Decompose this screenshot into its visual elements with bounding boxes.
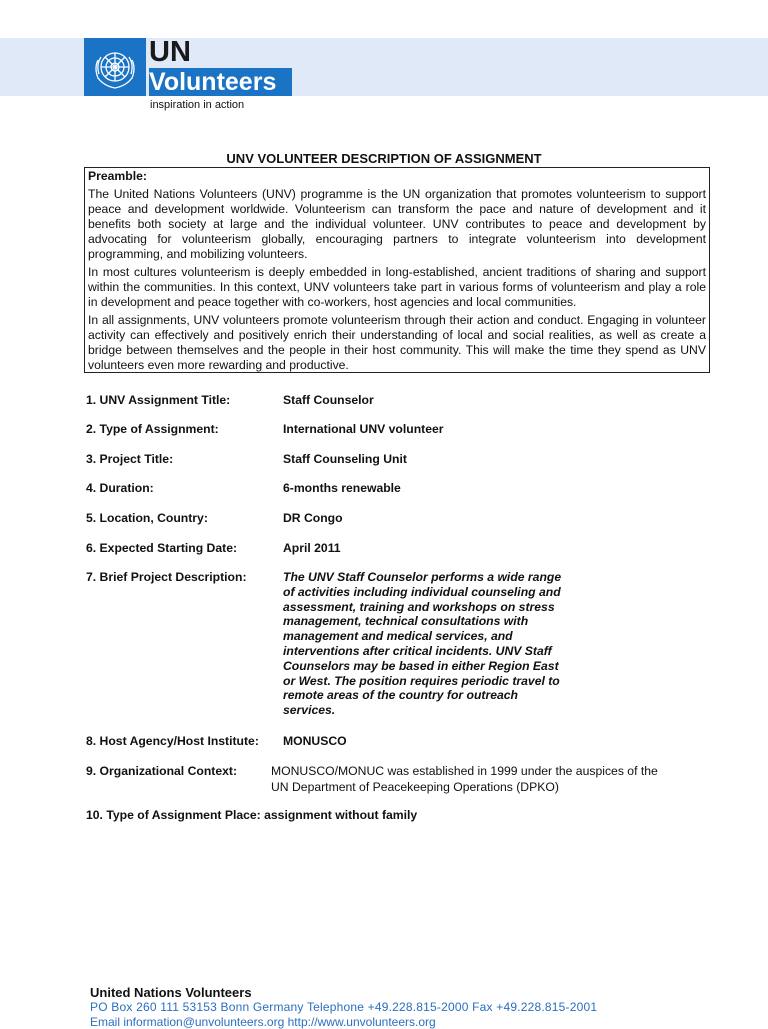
field-value: International UNV volunteer bbox=[283, 422, 444, 436]
field-label: 3. Project Title: bbox=[86, 452, 174, 466]
footer-contact: Email information@unvolunteers.org http://www.unvolunteers.org bbox=[90, 1015, 436, 1029]
footer-address: PO Box 260 111 53153 Bonn Germany Telephone +49.228.815-2000 Fax +49.228.815-2001 bbox=[90, 1000, 598, 1014]
field-value: MONUSCO/MONUC was established in 1999 under the auspices of the UN Department of Peacekeeping Operations (DPKO) bbox=[271, 764, 658, 794]
field-value: Staff Counselor bbox=[283, 393, 374, 407]
field-label: 8. Host Agency/Host Institute: bbox=[86, 734, 259, 748]
field-label: 4. Duration: bbox=[86, 481, 154, 495]
field-value: Staff Counseling Unit bbox=[283, 452, 407, 466]
logo-volunteers-text: Volunteers bbox=[149, 68, 292, 96]
preamble-paragraph: The United Nations Volunteers (UNV) programme is the UN organization that promotes volunteerism to support peace and development worldwide. Volunteerism can transform the pace and nature of development and it benefits both society at large and the individual volunteer. UNV contributes to peace and development by advocating for volunteerism globally, encouraging partners to integrate volunteerism into development programming, and mobilizing volunteers. bbox=[88, 187, 706, 261]
logo-un-text: UN bbox=[149, 36, 191, 68]
field-label: 7. Brief Project Description: bbox=[86, 570, 247, 584]
tagline: inspiration in action bbox=[150, 99, 245, 111]
preamble-paragraph: In most cultures volunteerism is deeply embedded in long-established, ancient traditions of sharing and support within the communities. In this context, UNV volunteers take part in various forms of volunteerism and play a role in development and peace together with co-workers, host agencies and local communities. bbox=[88, 265, 706, 309]
preamble-paragraph: In all assignments, UNV volunteers promote volunteerism through their action and conduct. Engaging in volunteer activity can effectively and positively enrich their understanding of local and social realities, as well as create a bridge between themselves and the people in their host community. This will make the time they spend as UNV volunteers even more rewarding and productive. bbox=[88, 313, 706, 372]
field-label: 6. Expected Starting Date: bbox=[86, 541, 238, 555]
un-emblem-icon bbox=[84, 38, 146, 96]
field-label: 9. Organizational Context: bbox=[86, 764, 238, 778]
field-value: 6-months renewable bbox=[283, 481, 401, 495]
field-label: 10. Type of Assignment Place: assignment without family bbox=[86, 808, 418, 822]
preamble-box bbox=[84, 167, 710, 373]
document-title: UNV VOLUNTEER DESCRIPTION OF ASSIGNMENT bbox=[226, 151, 542, 166]
preamble-title: Preamble: bbox=[88, 169, 147, 183]
field-label: 1. UNV Assignment Title: bbox=[86, 393, 231, 407]
field-value: April 2011 bbox=[283, 541, 341, 555]
field-label: 2. Type of Assignment: bbox=[86, 422, 219, 436]
field-value: DR Congo bbox=[283, 511, 343, 525]
footer-org-name: United Nations Volunteers bbox=[90, 985, 252, 1000]
field-value: MONUSCO bbox=[283, 734, 347, 748]
unv-logo bbox=[84, 38, 292, 96]
project-description: The UNV Staff Counselor performs a wide range of activities including individual counseling and assessment, training and workshops on stress management, technical consultations with management and medical services, and interventions after critical incidents. UNV Staff Counselors may be based in either Region East or West. The position requires periodic travel to remote areas of the country for outreach services. bbox=[283, 570, 562, 718]
field-label: 5. Location, Country: bbox=[86, 511, 208, 525]
